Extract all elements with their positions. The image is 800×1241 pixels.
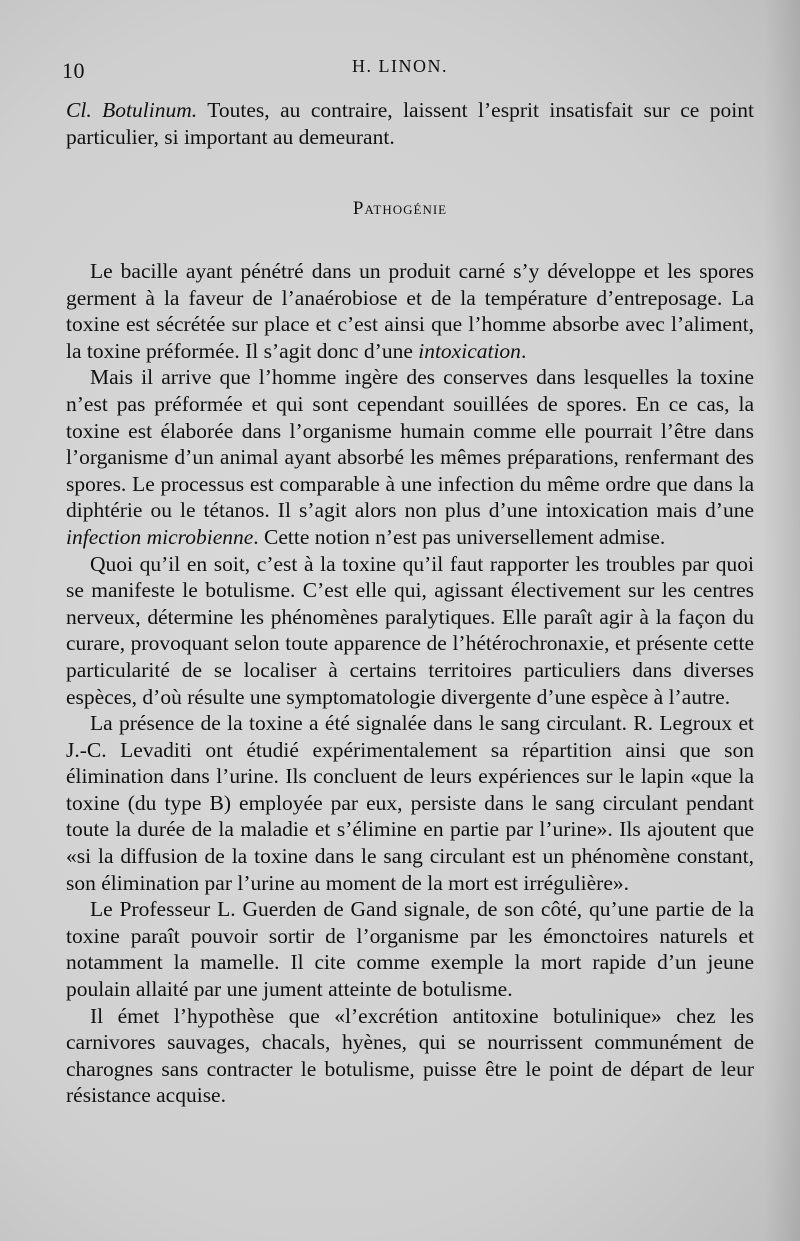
- taxon-name: Cl. Botulinum.: [66, 98, 198, 122]
- emphasis: infection microbienne: [66, 524, 254, 549]
- paragraph: Le bacille ayant pénétré dans un produit carné s’y développe et les spores germent à la faveur de l’anaérobiose et de la température d’entreposage. La toxine est sécrétée sur place et c’est ainsi que l’homme absorbe avec l’aliment, la toxine préformée. Il s’agit donc d’une intoxication.: [66, 259, 754, 363]
- page-number: 10: [62, 58, 85, 83]
- section-heading: Pathogénie: [352, 198, 448, 219]
- paragraph: Mais il arrive que l’homme ingère des conserves dans lesquelles la toxine n’est pas préformée et qui sont cependant souillées de spores. En ce cas, la toxine est élaborée dans l’organisme humain comme elle pourrait l’être dans l’organisme d’un animal ayant absorbé les mêmes préparations, renfermant des spores. Le processus est comparable à une infection du même ordre que dans la diphtérie ou le tétanos. Il s’agit alors non plus d’une intoxication mais d’une infection microbienne. Cette notion n’est pas universellement admise.: [66, 365, 754, 549]
- emphasis: intoxication: [418, 338, 521, 363]
- running-head: H. LINON.: [352, 56, 448, 76]
- paragraph: Quoi qu’il en soit, c’est à la toxine qu’il faut rapporter les troubles par quoi se manifeste le botulisme. C’est elle qui, agissant électivement sur les centres nerveux, détermine les phénomènes paralytiques. Elle paraît agir à la façon du curare, provoquant selon toute apparence de l’hétérochronaxie, et présente cette particularité de se localiser à certains territoires particuliers dans diverses espèces, d’où résulte une symptomatologie divergente d’une espèce à l’autre.: [66, 551, 754, 709]
- page-edge-shadow: [764, 0, 800, 1241]
- paragraph: Il émet l’hypothèse que «l’excrétion antitoxine botulinique» chez les carnivores sauvages, chacals, hyènes, qui se nourrissent communément de charognes sans contracter le botulisme, puisse être le point de départ de leur résistance acquise.: [66, 1003, 754, 1108]
- intro-paragraph: [66, 97, 754, 150]
- intro-text: Toutes, au contraire, laissent l’esprit insatisfait sur ce point particulier, si important au demeurant.: [66, 98, 754, 149]
- body-text: [66, 258, 754, 1109]
- paragraph: La présence de la toxine a été signalée dans le sang circulant. R. Legroux et J.-C. Levaditi ont étudié expérimentalement sa répartition ainsi que son élimination dans l’urine. Ils concluent de leurs expériences sur le lapin «que la toxine (du type B) employée par eux, persiste dans le sang circulant pendant toute la durée de la maladie et s’élimine en partie par l’urine». Ils ajoutent que «si la diffusion de la toxine dans le sang circulant est un phénomène constant, son élimination par l’urine au moment de la mort est irrégulière».: [66, 711, 754, 895]
- paragraph: Le Professeur L. Guerden de Gand signale, de son côté, qu’une partie de la toxine paraît pouvoir sortir de l’organisme par les émonctoires naturels et notamment la mamelle. Il cite comme exemple la mort rapide d’un jeune poulain allaité par une jument atteinte de botulisme.: [66, 897, 754, 1002]
